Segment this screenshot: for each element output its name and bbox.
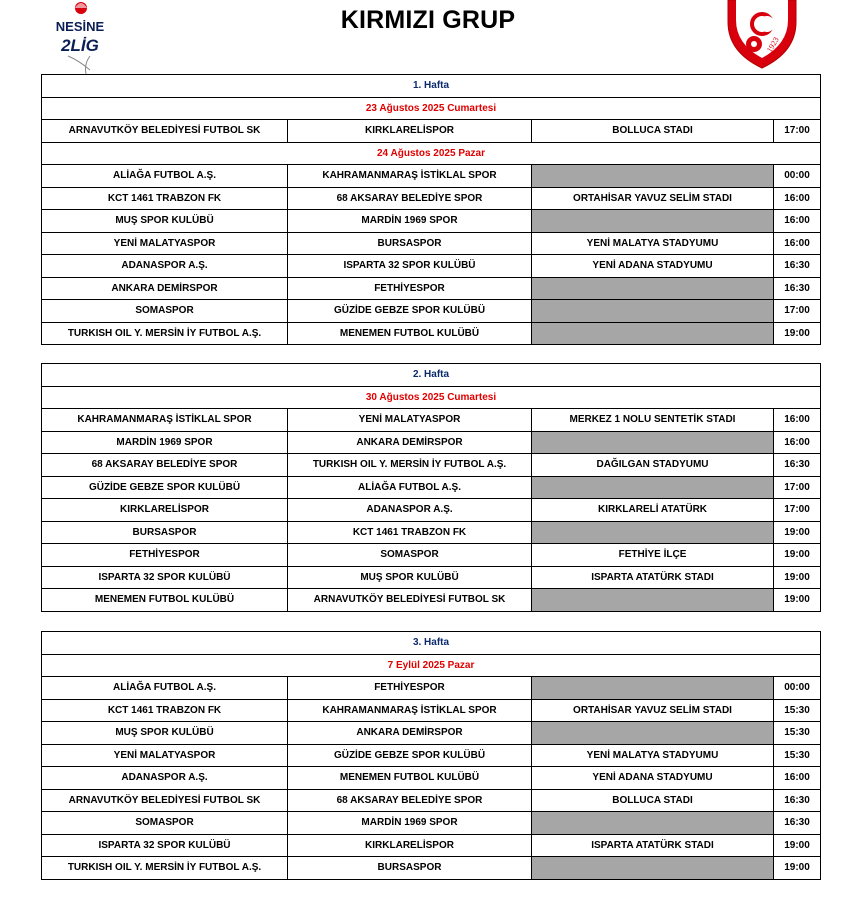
away-team: MENEMEN FUTBOL KULÜBÜ <box>288 322 532 345</box>
home-team: YENİ MALATYASPOR <box>42 232 288 255</box>
match-row <box>42 767 821 790</box>
match-row <box>42 499 821 522</box>
stadium: FETHİYE İLÇE <box>532 544 774 567</box>
away-team: MENEMEN FUTBOL KULÜBÜ <box>288 767 532 790</box>
home-team: KCT 1461 TRABZON FK <box>42 699 288 722</box>
kickoff-time: 16:30 <box>774 277 821 300</box>
kickoff-time: 16:30 <box>774 454 821 477</box>
home-team: SOMASPOR <box>42 300 288 323</box>
away-team: MUŞ SPOR KULÜBÜ <box>288 566 532 589</box>
home-team: BURSASPOR <box>42 521 288 544</box>
match-row <box>42 431 821 454</box>
home-team: ISPARTA 32 SPOR KULÜBÜ <box>42 834 288 857</box>
match-row <box>42 409 821 432</box>
stadium: KIRKLARELİ ATATÜRK <box>532 499 774 522</box>
stadium: YENİ MALATYA STADYUMU <box>532 744 774 767</box>
match-row <box>42 544 821 567</box>
home-team: ADANASPOR A.Ş. <box>42 767 288 790</box>
kickoff-time: 16:00 <box>774 187 821 210</box>
kickoff-time: 19:00 <box>774 834 821 857</box>
kickoff-time: 17:00 <box>774 499 821 522</box>
kickoff-time: 16:00 <box>774 409 821 432</box>
match-row <box>42 187 821 210</box>
kickoff-time: 16:00 <box>774 431 821 454</box>
week-title: 2. Hafta <box>42 364 821 387</box>
away-team: BURSASPOR <box>288 232 532 255</box>
stadium <box>532 521 774 544</box>
away-team: MARDİN 1969 SPOR <box>288 210 532 233</box>
page-title: KIRMIZI GRUP <box>340 6 516 34</box>
away-team: ANKARA DEMİRSPOR <box>288 722 532 745</box>
match-row <box>42 165 821 188</box>
federation-logo-year: 1923 <box>764 35 781 54</box>
league-logo-sub: 2LİG <box>61 36 99 55</box>
match-row <box>42 677 821 700</box>
match-row <box>42 277 821 300</box>
stadium: ORTAHİSAR YAVUZ SELİM STADI <box>532 699 774 722</box>
away-team: BURSASPOR <box>288 857 532 880</box>
match-date: 23 Ağustos 2025 Cumartesi <box>42 97 821 120</box>
kickoff-time: 16:00 <box>774 767 821 790</box>
stadium: ISPARTA ATATÜRK STADI <box>532 834 774 857</box>
match-row <box>42 255 821 278</box>
stadium <box>532 677 774 700</box>
stadium: DAĞILGAN STADYUMU <box>532 454 774 477</box>
home-team: KAHRAMANMARAŞ İSTİKLAL SPOR <box>42 409 288 432</box>
stadium <box>532 165 774 188</box>
kickoff-time: 15:30 <box>774 744 821 767</box>
kickoff-time: 19:00 <box>774 521 821 544</box>
stadium <box>532 300 774 323</box>
home-team: ARNAVUTKÖY BELEDİYESİ FUTBOL SK <box>42 789 288 812</box>
match-row <box>42 566 821 589</box>
kickoff-time: 15:30 <box>774 722 821 745</box>
stadium <box>532 210 774 233</box>
stadium <box>532 589 774 612</box>
away-team: 68 AKSARAY BELEDİYE SPOR <box>288 187 532 210</box>
stadium: YENİ ADANA STADYUMU <box>532 767 774 790</box>
kickoff-time: 15:30 <box>774 699 821 722</box>
league-logo-brand: NESİNE <box>55 19 105 34</box>
stadium <box>532 476 774 499</box>
away-team: TURKISH OIL Y. MERSİN İY FUTBOL A.Ş. <box>288 454 532 477</box>
stadium <box>532 857 774 880</box>
stadium: YENİ MALATYA STADYUMU <box>532 232 774 255</box>
away-team: ADANASPOR A.Ş. <box>288 499 532 522</box>
away-team: 68 AKSARAY BELEDİYE SPOR <box>288 789 532 812</box>
kickoff-time: 16:30 <box>774 789 821 812</box>
match-row <box>42 322 821 345</box>
home-team: MENEMEN FUTBOL KULÜBÜ <box>42 589 288 612</box>
home-team: MUŞ SPOR KULÜBÜ <box>42 210 288 233</box>
match-row <box>42 476 821 499</box>
away-team: ISPARTA 32 SPOR KULÜBÜ <box>288 255 532 278</box>
kickoff-time: 00:00 <box>774 165 821 188</box>
home-team: 68 AKSARAY BELEDİYE SPOR <box>42 454 288 477</box>
match-date: 30 Ağustos 2025 Cumartesi <box>42 386 821 409</box>
stadium <box>532 722 774 745</box>
stadium <box>532 277 774 300</box>
kickoff-time: 17:00 <box>774 120 821 143</box>
stadium: MERKEZ 1 NOLU SENTETİK STADI <box>532 409 774 432</box>
away-team: SOMASPOR <box>288 544 532 567</box>
week-title: 1. Hafta <box>42 75 821 98</box>
home-team: YENİ MALATYASPOR <box>42 744 288 767</box>
home-team: GÜZİDE GEBZE SPOR KULÜBÜ <box>42 476 288 499</box>
away-team: ALİAĞA FUTBOL A.Ş. <box>288 476 532 499</box>
stadium <box>532 812 774 835</box>
kickoff-time: 16:30 <box>774 255 821 278</box>
kickoff-time: 17:00 <box>774 476 821 499</box>
match-row <box>42 744 821 767</box>
away-team: FETHİYESPOR <box>288 677 532 700</box>
home-team: MARDİN 1969 SPOR <box>42 431 288 454</box>
week-table <box>41 74 821 345</box>
stadium: YENİ ADANA STADYUMU <box>532 255 774 278</box>
kickoff-time: 19:00 <box>774 857 821 880</box>
kickoff-time: 19:00 <box>774 544 821 567</box>
match-row <box>42 789 821 812</box>
match-row <box>42 722 821 745</box>
away-team: GÜZİDE GEBZE SPOR KULÜBÜ <box>288 300 532 323</box>
match-row <box>42 857 821 880</box>
match-row <box>42 454 821 477</box>
match-row <box>42 699 821 722</box>
away-team: KIRKLARELİSPOR <box>288 834 532 857</box>
kickoff-time: 19:00 <box>774 322 821 345</box>
stadium: ORTAHİSAR YAVUZ SELİM STADI <box>532 187 774 210</box>
kickoff-time: 19:00 <box>774 566 821 589</box>
home-team: FETHİYESPOR <box>42 544 288 567</box>
stadium: BOLLUCA STADI <box>532 789 774 812</box>
home-team: ISPARTA 32 SPOR KULÜBÜ <box>42 566 288 589</box>
stadium: BOLLUCA STADI <box>532 120 774 143</box>
away-team: KCT 1461 TRABZON FK <box>288 521 532 544</box>
kickoff-time: 16:30 <box>774 812 821 835</box>
away-team: ARNAVUTKÖY BELEDİYESİ FUTBOL SK <box>288 589 532 612</box>
home-team: ARNAVUTKÖY BELEDİYESİ FUTBOL SK <box>42 120 288 143</box>
away-team: GÜZİDE GEBZE SPOR KULÜBÜ <box>288 744 532 767</box>
kickoff-time: 16:00 <box>774 232 821 255</box>
home-team: TURKISH OIL Y. MERSİN İY FUTBOL A.Ş. <box>42 322 288 345</box>
week-table <box>41 631 821 880</box>
home-team: TURKISH OIL Y. MERSİN İY FUTBOL A.Ş. <box>42 857 288 880</box>
away-team: YENİ MALATYASPOR <box>288 409 532 432</box>
match-row <box>42 300 821 323</box>
home-team: KIRKLARELİSPOR <box>42 499 288 522</box>
away-team: KAHRAMANMARAŞ İSTİKLAL SPOR <box>288 699 532 722</box>
kickoff-time: 17:00 <box>774 300 821 323</box>
home-team: ALİAĞA FUTBOL A.Ş. <box>42 677 288 700</box>
match-row <box>42 589 821 612</box>
home-team: SOMASPOR <box>42 812 288 835</box>
match-row <box>42 120 821 143</box>
home-team: ALİAĞA FUTBOL A.Ş. <box>42 165 288 188</box>
kickoff-time: 19:00 <box>774 589 821 612</box>
stadium <box>532 322 774 345</box>
away-team: KAHRAMANMARAŞ İSTİKLAL SPOR <box>288 165 532 188</box>
match-date: 24 Ağustos 2025 Pazar <box>42 142 821 165</box>
match-row <box>42 232 821 255</box>
week-title: 3. Hafta <box>42 632 821 655</box>
kickoff-time: 16:00 <box>774 210 821 233</box>
week-table <box>41 363 821 612</box>
match-row <box>42 210 821 233</box>
away-team: ANKARA DEMİRSPOR <box>288 431 532 454</box>
home-team: ADANASPOR A.Ş. <box>42 255 288 278</box>
home-team: ANKARA DEMİRSPOR <box>42 277 288 300</box>
away-team: FETHİYESPOR <box>288 277 532 300</box>
stadium: ISPARTA ATATÜRK STADI <box>532 566 774 589</box>
match-date: 7 Eylül 2025 Pazar <box>42 654 821 677</box>
match-row <box>42 521 821 544</box>
match-row <box>42 812 821 835</box>
away-team: MARDİN 1969 SPOR <box>288 812 532 835</box>
away-team: KIRKLARELİSPOR <box>288 120 532 143</box>
stadium <box>532 431 774 454</box>
home-team: KCT 1461 TRABZON FK <box>42 187 288 210</box>
match-row <box>42 834 821 857</box>
home-team: MUŞ SPOR KULÜBÜ <box>42 722 288 745</box>
kickoff-time: 00:00 <box>774 677 821 700</box>
